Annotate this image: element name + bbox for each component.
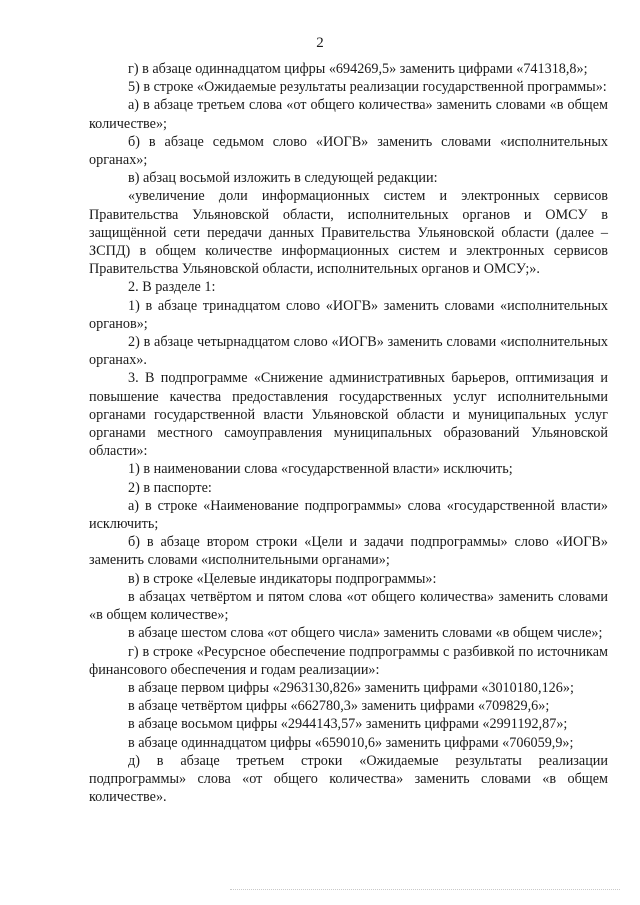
paragraph: г) в строке «Ресурсное обеспечение подпрограммы с разбивкой по источникам финансового обеспечения и годам реализации»: [89,643,608,678]
paragraph: 2) в абзаце четырнадцатом слово «ИОГВ» заменить словами «исполнительных органах». [89,334,608,369]
paragraph: в абзаце первом цифры «2963130,826» заменить цифрами «3010180,126»; [128,679,574,696]
paragraph: а) в абзаце третьем слова «от общего количества» заменить словами «в общем количестве»; [89,97,608,132]
document-body [89,60,608,806]
paragraph: д) в абзаце третьем строки «Ожидаемые результаты реализации подпрограммы» слова «от общего количества» заменить словами «в общем количестве». [89,752,608,806]
paragraph: б) в абзаце седьмом слово «ИОГВ» заменить словами «исполнительных органах»; [89,133,608,169]
paragraph: а) в строке «Наименование подпрограммы» слова «государственной власти» исключить; [89,497,608,533]
paragraph: в) в строке «Целевые индикаторы подпрограммы»: [128,570,437,587]
scan-artifact-line [230,889,620,890]
paragraph: 2. В разделе 1: [128,279,216,296]
paragraph: 3. В подпрограмме «Снижение административных барьеров, оптимизация и повышение качества предоставления государственных услуг исполнительными органами государственной власти Ульяновской области и муниципальных услуг органами местного самоуправления муниципальных образований Ульяновской области»: [89,370,608,460]
paragraph: в абзаце четвёртом цифры «662780,3» заменить цифрами «709829,6»; [128,698,550,715]
paragraph: в абзацах четвёртом и пятом слова «от общего количества» заменить словами «в общем количестве»; [89,588,608,624]
paragraph: в абзаце одиннадцатом цифры «659010,6» заменить цифрами «706059,9»; [128,734,574,751]
paragraph: в) абзац восьмой изложить в следующей редакции: [128,170,438,187]
paragraph: г) в абзаце одиннадцатом цифры «694269,5» заменить цифрами «741318,8»; [128,61,588,77]
paragraph: 1) в наименовании слова «государственной власти» исключить; [128,461,513,478]
paragraph: 1) в абзаце тринадцатом слово «ИОГВ» заменить словами «исполнительных органов»; [89,297,608,332]
paragraph: «увеличение доли информационных систем и электронных сервисов Правительства Ульяновской области, исполнительных органов и ОМСУ в защищённой сети передачи данных Правительства Ульяновской области (далее – ЗСПД) в общем количестве информационных систем и электронных сервисов Правительства Ульяновской области, исполнительных органов и ОМСУ;». [89,188,608,278]
page-number: 2 [316,35,324,51]
paragraph: в абзаце восьмом цифры «2944143,57» заменить цифрами «2991192,87»; [128,716,568,733]
paragraph: в абзаце шестом слова «от общего числа» заменить словами «в общем числе»; [128,625,603,642]
paragraph: 2) в паспорте: [128,479,212,496]
paragraph: 5) в строке «Ожидаемые результаты реализации государственной программы»: [128,79,607,96]
paragraph: б) в абзаце втором строки «Цели и задачи подпрограммы» слово «ИОГВ» заменить словами «исполнительными органами»; [89,534,608,569]
